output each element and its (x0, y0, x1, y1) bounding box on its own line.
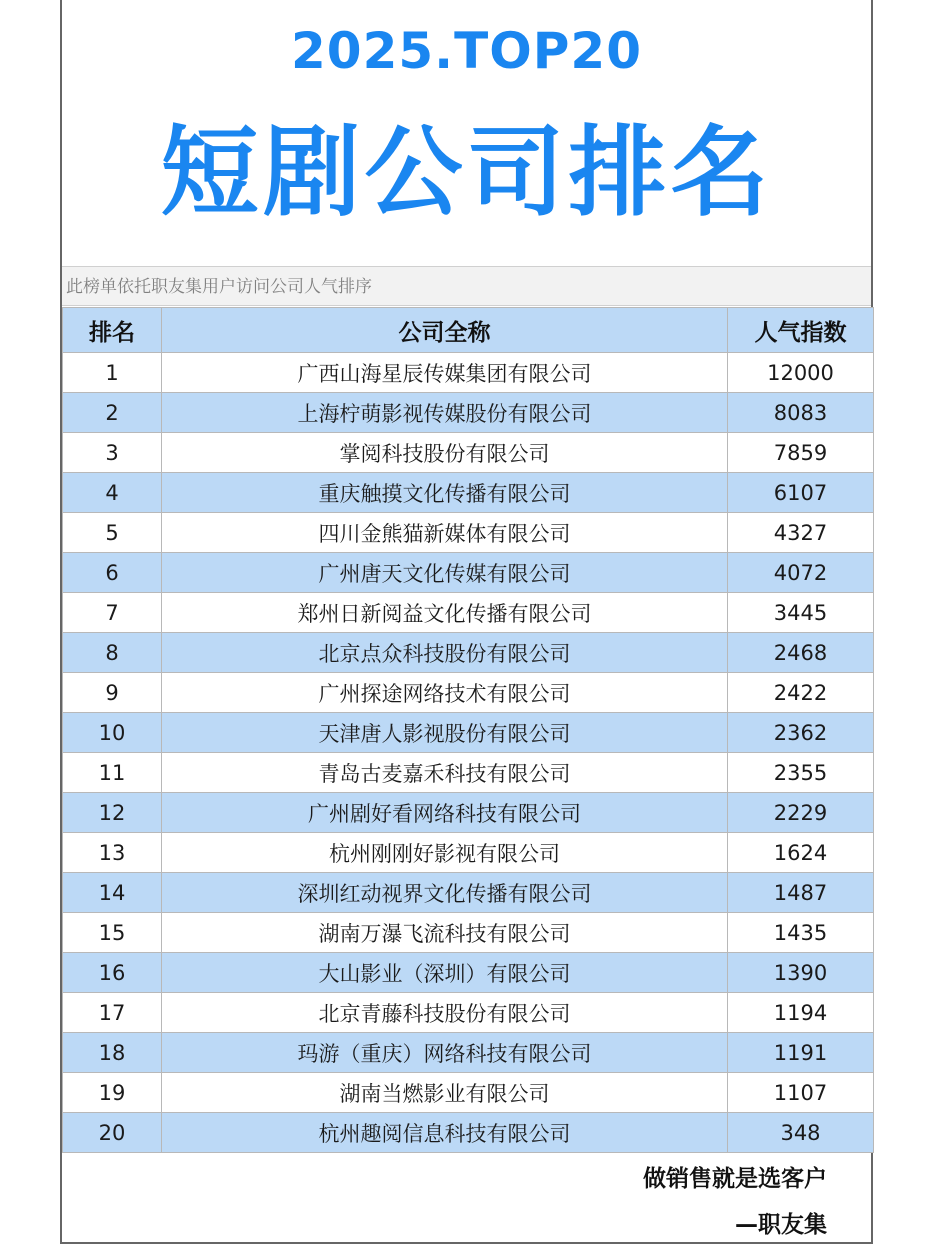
company-name-cell: 广西山海星辰传媒集团有限公司 (162, 353, 728, 393)
table-row (63, 913, 874, 953)
column-header-score: 人气指数 (728, 308, 874, 353)
rank-cell: 18 (63, 1033, 162, 1073)
company-name-cell: 深圳红动视界文化传播有限公司 (162, 873, 728, 913)
rank-cell: 14 (63, 873, 162, 913)
rank-cell: 9 (63, 673, 162, 713)
table-row (63, 353, 874, 393)
score-cell: 12000 (728, 353, 874, 393)
rank-cell: 10 (63, 713, 162, 753)
table-row (63, 1033, 874, 1073)
table-row (63, 793, 874, 833)
score-cell: 2229 (728, 793, 874, 833)
table-row (63, 993, 874, 1033)
rank-cell: 1 (63, 353, 162, 393)
rank-cell: 6 (63, 553, 162, 593)
rank-cell: 16 (63, 953, 162, 993)
rank-cell: 2 (63, 393, 162, 433)
company-name-cell: 湖南万瀑飞流科技有限公司 (162, 913, 728, 953)
rank-cell: 7 (63, 593, 162, 633)
table-row (63, 833, 874, 873)
company-name-cell: 青岛古麦嘉禾科技有限公司 (162, 753, 728, 793)
title-year: 2025.TOP20 (291, 22, 642, 80)
score-cell: 3445 (728, 593, 874, 633)
rank-cell: 3 (63, 433, 162, 473)
ranking-table (62, 307, 874, 1153)
score-cell: 1487 (728, 873, 874, 913)
company-name-cell: 郑州日新阅益文化传播有限公司 (162, 593, 728, 633)
company-name-cell: 玛游（重庆）网络科技有限公司 (162, 1033, 728, 1073)
rank-cell: 19 (63, 1073, 162, 1113)
company-name-cell: 湖南当燃影业有限公司 (162, 1073, 728, 1113)
rank-cell: 20 (63, 1113, 162, 1153)
company-name-cell: 上海柠萌影视传媒股份有限公司 (162, 393, 728, 433)
score-cell: 1435 (728, 913, 874, 953)
company-name-cell: 天津唐人影视股份有限公司 (162, 713, 728, 753)
score-cell: 8083 (728, 393, 874, 433)
table-row (63, 953, 874, 993)
score-cell: 2355 (728, 753, 874, 793)
table-body (63, 353, 874, 1153)
score-cell: 1390 (728, 953, 874, 993)
table-row (63, 593, 874, 633)
score-cell: 2362 (728, 713, 874, 753)
column-header-rank: 排名 (63, 308, 162, 353)
table-row (63, 753, 874, 793)
rank-cell: 15 (63, 913, 162, 953)
company-name-cell: 广州探途网络技术有限公司 (162, 673, 728, 713)
score-cell: 7859 (728, 433, 874, 473)
company-name-cell: 杭州刚刚好影视有限公司 (162, 833, 728, 873)
company-name-cell: 掌阅科技股份有限公司 (162, 433, 728, 473)
score-cell: 348 (728, 1113, 874, 1153)
rank-cell: 8 (63, 633, 162, 673)
column-header-company: 公司全称 (162, 308, 728, 353)
rank-cell: 5 (63, 513, 162, 553)
rank-cell: 13 (63, 833, 162, 873)
table-header-row (63, 308, 874, 353)
rank-cell: 11 (63, 753, 162, 793)
rank-cell: 17 (63, 993, 162, 1033)
table-row (63, 633, 874, 673)
score-cell: 1191 (728, 1033, 874, 1073)
score-cell: 4327 (728, 513, 874, 553)
table-row (63, 553, 874, 593)
score-cell: 1624 (728, 833, 874, 873)
table-row (63, 1073, 874, 1113)
table-row (63, 1113, 874, 1153)
table-row (63, 713, 874, 753)
company-name-cell: 广州剧好看网络科技有限公司 (162, 793, 728, 833)
footer-slogan: 做销售就是选客户 (643, 1166, 827, 1192)
rank-cell: 12 (63, 793, 162, 833)
company-name-cell: 大山影业（深圳）有限公司 (162, 953, 728, 993)
score-cell: 1107 (728, 1073, 874, 1113)
table-row (63, 393, 874, 433)
score-cell: 2468 (728, 633, 874, 673)
score-cell: 2422 (728, 673, 874, 713)
company-name-cell: 重庆触摸文化传播有限公司 (162, 473, 728, 513)
page-title: 短剧公司排名 (160, 116, 773, 230)
score-cell: 4072 (728, 553, 874, 593)
ranking-sheet (60, 0, 873, 1244)
company-name-cell: 北京青藤科技股份有限公司 (162, 993, 728, 1033)
company-name-cell: 四川金熊猫新媒体有限公司 (162, 513, 728, 553)
table-row (63, 433, 874, 473)
table-row (63, 513, 874, 553)
footer-source: —职友集 (735, 1212, 827, 1238)
rank-cell: 4 (63, 473, 162, 513)
company-name-cell: 广州唐天文化传媒有限公司 (162, 553, 728, 593)
subtitle-note: 此榜单依托职友集用户访问公司人气排序 (62, 266, 871, 306)
score-cell: 6107 (728, 473, 874, 513)
company-name-cell: 杭州趣阅信息科技有限公司 (162, 1113, 728, 1153)
table-row (63, 673, 874, 713)
score-cell: 1194 (728, 993, 874, 1033)
table-row (63, 873, 874, 913)
table-row (63, 473, 874, 513)
company-name-cell: 北京点众科技股份有限公司 (162, 633, 728, 673)
